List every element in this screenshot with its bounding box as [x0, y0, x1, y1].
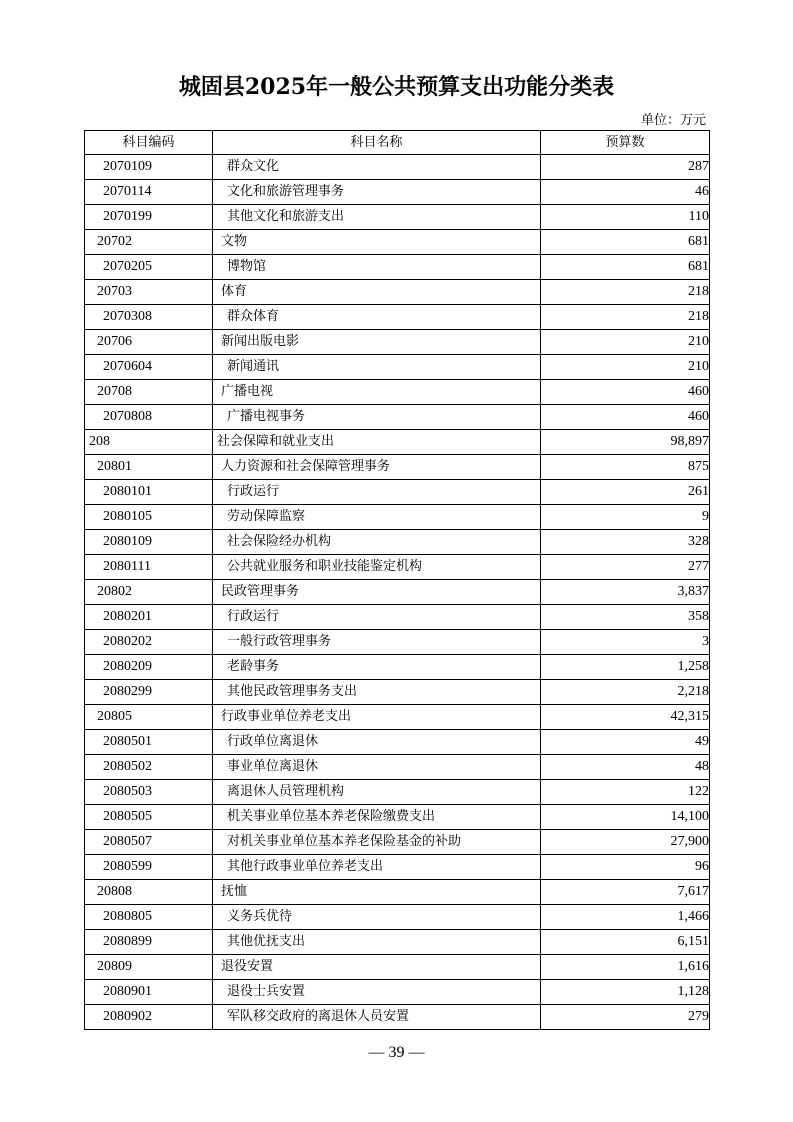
- subject-name-cell: 军队移交政府的离退休人员安置: [213, 1005, 541, 1030]
- budget-amount-cell: 328: [541, 530, 710, 555]
- subject-code-cell: 20708: [85, 380, 213, 405]
- subject-code-cell: 2070808: [85, 405, 213, 430]
- table-row: [85, 755, 710, 780]
- subject-name-cell: 其他优抚支出: [213, 930, 541, 955]
- table-row: [85, 855, 710, 880]
- subject-name-cell: 老龄事务: [213, 655, 541, 680]
- subject-name-cell: 博物馆: [213, 255, 541, 280]
- table-row: [85, 155, 710, 180]
- unit-label: 单位：万元: [640, 113, 706, 128]
- subject-name-cell: 一般行政管理事务: [213, 630, 541, 655]
- subject-name-cell: 其他文化和旅游支出: [213, 205, 541, 230]
- subject-name-cell: 社会保障和就业支出: [213, 430, 541, 455]
- subject-name-cell: 行政事业单位养老支出: [213, 705, 541, 730]
- budget-amount-cell: 27,900: [541, 830, 710, 855]
- subject-name-cell: 其他民政管理事务支出: [213, 680, 541, 705]
- table-row: [85, 930, 710, 955]
- table-row: [85, 830, 710, 855]
- subject-code-cell: 2080805: [85, 905, 213, 930]
- table-row: [85, 505, 710, 530]
- budget-amount-cell: 210: [541, 355, 710, 380]
- table-row: [85, 280, 710, 305]
- budget-amount-cell: 1,128: [541, 980, 710, 1005]
- column-header-amount: 预算数: [541, 131, 710, 155]
- subject-code-cell: 20805: [85, 705, 213, 730]
- subject-code-cell: 2070308: [85, 305, 213, 330]
- subject-code-cell: 2070205: [85, 255, 213, 280]
- table-row: [85, 255, 710, 280]
- table-row: [85, 880, 710, 905]
- subject-name-cell: 退役士兵安置: [213, 980, 541, 1005]
- budget-amount-cell: 96: [541, 855, 710, 880]
- subject-code-cell: 2080105: [85, 505, 213, 530]
- table-row: [85, 330, 710, 355]
- subject-name-cell: 新闻出版电影: [213, 330, 541, 355]
- budget-amount-cell: 287: [541, 155, 710, 180]
- table-header-row: [85, 131, 710, 155]
- budget-amount-cell: 110: [541, 205, 710, 230]
- subject-code-cell: 208: [85, 430, 213, 455]
- subject-code-cell: 2070114: [85, 180, 213, 205]
- table-row: [85, 780, 710, 805]
- table-row: [85, 980, 710, 1005]
- subject-name-cell: 机关事业单位基本养老保险缴费支出: [213, 805, 541, 830]
- budget-amount-cell: 279: [541, 1005, 710, 1030]
- budget-amount-cell: 1,466: [541, 905, 710, 930]
- budget-table: [84, 130, 710, 1030]
- budget-amount-cell: 875: [541, 455, 710, 480]
- subject-code-cell: 20809: [85, 955, 213, 980]
- subject-name-cell: 行政单位离退休: [213, 730, 541, 755]
- column-header-code: 科目编码: [85, 131, 213, 155]
- subject-name-cell: 体育: [213, 280, 541, 305]
- subject-name-cell: 行政运行: [213, 480, 541, 505]
- budget-amount-cell: 14,100: [541, 805, 710, 830]
- subject-code-cell: 20808: [85, 880, 213, 905]
- subject-code-cell: 2080202: [85, 630, 213, 655]
- budget-amount-cell: 681: [541, 255, 710, 280]
- budget-amount-cell: 1,258: [541, 655, 710, 680]
- table-row: [85, 955, 710, 980]
- budget-amount-cell: 3,837: [541, 580, 710, 605]
- budget-amount-cell: 681: [541, 230, 710, 255]
- subject-code-cell: 2080299: [85, 680, 213, 705]
- budget-amount-cell: 460: [541, 380, 710, 405]
- subject-code-cell: 20702: [85, 230, 213, 255]
- subject-name-cell: 公共就业服务和职业技能鉴定机构: [213, 555, 541, 580]
- budget-amount-cell: 3: [541, 630, 710, 655]
- subject-name-cell: 广播电视事务: [213, 405, 541, 430]
- budget-amount-cell: 1,616: [541, 955, 710, 980]
- subject-code-cell: 2080501: [85, 730, 213, 755]
- subject-name-cell: 广播电视: [213, 380, 541, 405]
- table-row: [85, 180, 710, 205]
- table-row: [85, 805, 710, 830]
- subject-name-cell: 事业单位离退休: [213, 755, 541, 780]
- subject-name-cell: 离退休人员管理机构: [213, 780, 541, 805]
- table-row: [85, 455, 710, 480]
- subject-name-cell: 群众体育: [213, 305, 541, 330]
- table-row: [85, 380, 710, 405]
- subject-name-cell: 文物: [213, 230, 541, 255]
- table-body: [85, 155, 710, 1030]
- table-row: [85, 355, 710, 380]
- subject-name-cell: 其他行政事业单位养老支出: [213, 855, 541, 880]
- table-row: [85, 205, 710, 230]
- subject-code-cell: 2070199: [85, 205, 213, 230]
- subject-code-cell: 2080599: [85, 855, 213, 880]
- subject-code-cell: 2080209: [85, 655, 213, 680]
- table-row: [85, 230, 710, 255]
- subject-name-cell: 义务兵优待: [213, 905, 541, 930]
- subject-name-cell: 文化和旅游管理事务: [213, 180, 541, 205]
- subject-name-cell: 群众文化: [213, 155, 541, 180]
- table-row: [85, 480, 710, 505]
- table-row: [85, 605, 710, 630]
- table-row: [85, 680, 710, 705]
- subject-code-cell: 2080111: [85, 555, 213, 580]
- table-row: [85, 430, 710, 455]
- subject-code-cell: 20802: [85, 580, 213, 605]
- table-row: [85, 305, 710, 330]
- budget-amount-cell: 98,897: [541, 430, 710, 455]
- budget-amount-cell: 277: [541, 555, 710, 580]
- subject-code-cell: 2080899: [85, 930, 213, 955]
- budget-amount-cell: 49: [541, 730, 710, 755]
- subject-name-cell: 退役安置: [213, 955, 541, 980]
- subject-code-cell: 2080507: [85, 830, 213, 855]
- table-row: [85, 730, 710, 755]
- budget-amount-cell: 210: [541, 330, 710, 355]
- subject-code-cell: 2080505: [85, 805, 213, 830]
- budget-amount-cell: 42,315: [541, 705, 710, 730]
- budget-amount-cell: 7,617: [541, 880, 710, 905]
- table-row: [85, 905, 710, 930]
- subject-code-cell: 2080503: [85, 780, 213, 805]
- table-row: [85, 530, 710, 555]
- subject-name-cell: 行政运行: [213, 605, 541, 630]
- table-row: [85, 580, 710, 605]
- table-row: [85, 705, 710, 730]
- subject-code-cell: 2080902: [85, 1005, 213, 1030]
- subject-name-cell: 劳动保障监察: [213, 505, 541, 530]
- table-row: [85, 1005, 710, 1030]
- budget-amount-cell: 9: [541, 505, 710, 530]
- subject-name-cell: 民政管理事务: [213, 580, 541, 605]
- budget-amount-cell: 358: [541, 605, 710, 630]
- subject-code-cell: 2080502: [85, 755, 213, 780]
- subject-name-cell: 对机关事业单位基本养老保险基金的补助: [213, 830, 541, 855]
- budget-amount-cell: 6,151: [541, 930, 710, 955]
- budget-amount-cell: 261: [541, 480, 710, 505]
- subject-code-cell: 20706: [85, 330, 213, 355]
- budget-amount-cell: 460: [541, 405, 710, 430]
- table-row: [85, 555, 710, 580]
- budget-amount-cell: 2,218: [541, 680, 710, 705]
- budget-amount-cell: 122: [541, 780, 710, 805]
- table-row: [85, 630, 710, 655]
- subject-code-cell: 20703: [85, 280, 213, 305]
- page-number: — 39 —: [368, 1044, 425, 1061]
- subject-code-cell: 2080201: [85, 605, 213, 630]
- subject-code-cell: 2070604: [85, 355, 213, 380]
- budget-amount-cell: 218: [541, 305, 710, 330]
- subject-name-cell: 新闻通讯: [213, 355, 541, 380]
- budget-amount-cell: 46: [541, 180, 710, 205]
- subject-code-cell: 20801: [85, 455, 213, 480]
- subject-name-cell: 社会保险经办机构: [213, 530, 541, 555]
- budget-amount-cell: 48: [541, 755, 710, 780]
- budget-amount-cell: 218: [541, 280, 710, 305]
- subject-name-cell: 抚恤: [213, 880, 541, 905]
- table-row: [85, 405, 710, 430]
- subject-name-cell: 人力资源和社会保障管理事务: [213, 455, 541, 480]
- page-title: 城固县2025年一般公共预算支出功能分类表: [178, 74, 615, 100]
- column-header-name: 科目名称: [213, 131, 541, 155]
- table-row: [85, 655, 710, 680]
- subject-code-cell: 2080109: [85, 530, 213, 555]
- subject-code-cell: 2080901: [85, 980, 213, 1005]
- subject-code-cell: 2080101: [85, 480, 213, 505]
- subject-code-cell: 2070109: [85, 155, 213, 180]
